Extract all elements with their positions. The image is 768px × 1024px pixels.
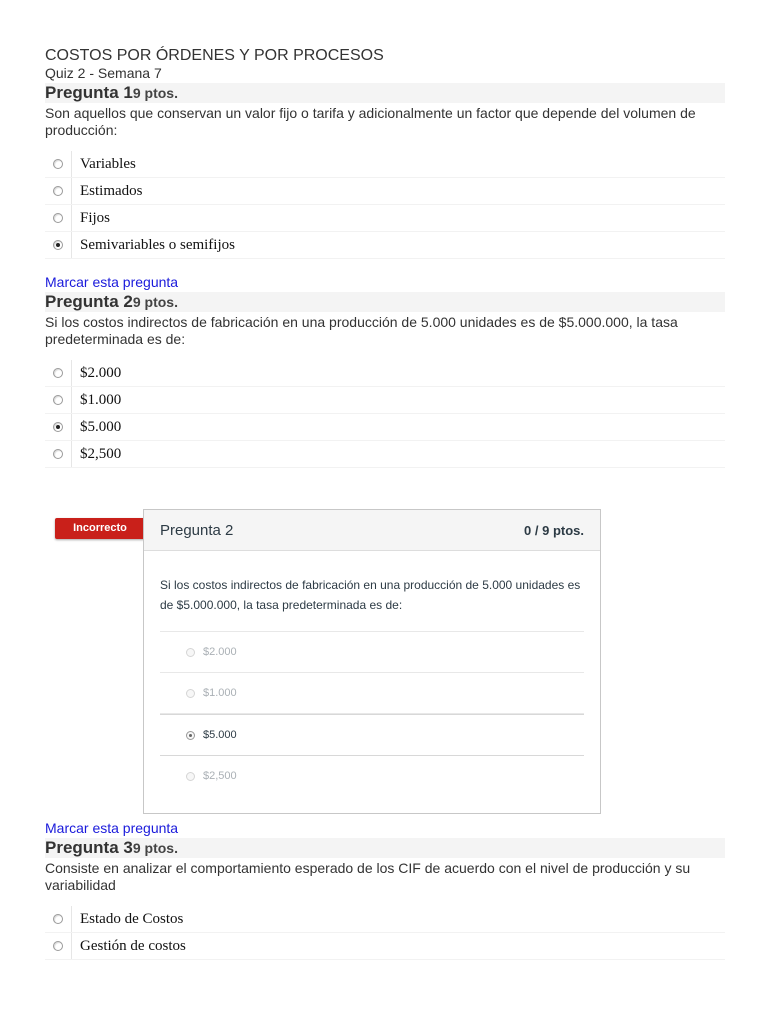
question-points: 9 ptos. <box>132 294 178 310</box>
answer-list <box>45 906 725 960</box>
radio-selected-icon <box>186 731 195 740</box>
graded-result-card <box>55 509 601 814</box>
answer-label: Estimados <box>80 182 143 199</box>
answer-list <box>45 151 725 259</box>
question-2 <box>45 292 725 468</box>
radio-button[interactable] <box>53 368 63 378</box>
question-points: 9 ptos. <box>132 840 178 856</box>
question-header <box>45 838 725 858</box>
answer-label: Fijos <box>80 209 111 226</box>
result-card-question-text: Si los costos indirectos de fabricación en una producción de 5.000 unidades es de $5.000.000, la tasa predeterminada es de: <box>160 578 581 612</box>
answer-option[interactable] <box>45 232 725 259</box>
result-card-score: 0 / 9 ptos. <box>524 522 584 538</box>
question-text: Son aquellos que conservan un valor fijo o tarifa y adicionalmente un factor que depende del volumen de producción: <box>45 105 696 138</box>
radio-button[interactable] <box>53 449 63 459</box>
radio-icon <box>186 648 195 657</box>
answer-option[interactable] <box>45 360 725 387</box>
result-answer-option <box>160 673 584 714</box>
answer-option[interactable] <box>45 178 725 205</box>
result-card-answers <box>160 631 584 796</box>
answer-label: $2,500 <box>80 445 122 462</box>
answer-option[interactable] <box>45 414 725 441</box>
question-points: 9 ptos. <box>132 85 178 101</box>
answer-option[interactable] <box>45 387 725 414</box>
question-text: Consiste en analizar el comportamiento esperado de los CIF de acuerdo con el nivel de producción y su variabilidad <box>45 860 691 893</box>
radio-icon <box>186 772 195 781</box>
answer-label: $5.000 <box>80 418 122 435</box>
result-answer-option <box>160 632 584 673</box>
answer-label: $1.000 <box>80 391 122 408</box>
radio-button[interactable] <box>53 914 63 924</box>
question-1 <box>45 83 725 259</box>
result-card-panel <box>143 509 601 814</box>
answer-label: Semivariables o semifijos <box>80 236 235 253</box>
answer-label: Variables <box>80 155 136 172</box>
answer-option[interactable] <box>45 906 725 933</box>
result-answer-label: $1.000 <box>203 687 237 699</box>
radio-button[interactable] <box>53 941 63 951</box>
question-label: Pregunta 1 <box>45 83 133 102</box>
radio-button[interactable] <box>53 395 63 405</box>
mark-question-link[interactable]: Marcar esta pregunta <box>45 274 179 290</box>
radio-button[interactable] <box>53 159 63 169</box>
document-subtitle: Quiz 2 - Semana 7 <box>45 65 162 81</box>
document-title: COSTOS POR ÓRDENES Y POR PROCESOS <box>45 47 384 64</box>
answer-option[interactable] <box>45 151 725 178</box>
result-answer-option <box>160 756 584 796</box>
result-answer-label: $2,500 <box>203 770 237 782</box>
question-3 <box>45 838 725 960</box>
result-answer-label: $5.000 <box>203 729 237 741</box>
answer-list <box>45 360 725 468</box>
answer-option[interactable] <box>45 205 725 232</box>
radio-button-selected[interactable] <box>53 422 63 432</box>
result-card-header <box>144 510 600 551</box>
answer-option[interactable] <box>45 441 725 468</box>
result-card-title: Pregunta 2 <box>160 521 234 539</box>
incorrect-badge: Incorrecto <box>55 518 145 539</box>
mark-question-link[interactable]: Marcar esta pregunta <box>45 820 179 836</box>
result-answer-option-selected <box>160 714 584 756</box>
answer-label: Gestión de costos <box>80 937 186 954</box>
question-label: Pregunta 2 <box>45 292 133 311</box>
result-answer-label: $2.000 <box>203 646 237 658</box>
question-text: Si los costos indirectos de fabricación en una producción de 5.000 unidades es de $5.000.000, la tasa predeterminada es de: <box>45 314 678 347</box>
question-header <box>45 83 725 103</box>
question-label: Pregunta 3 <box>45 838 133 857</box>
radio-icon <box>186 689 195 698</box>
answer-option[interactable] <box>45 933 725 960</box>
answer-label: Estado de Costos <box>80 910 184 927</box>
radio-button-selected[interactable] <box>53 240 63 250</box>
radio-button[interactable] <box>53 213 63 223</box>
answer-label: $2.000 <box>80 364 122 381</box>
quiz-document <box>45 46 725 960</box>
question-header <box>45 292 725 312</box>
radio-button[interactable] <box>53 186 63 196</box>
